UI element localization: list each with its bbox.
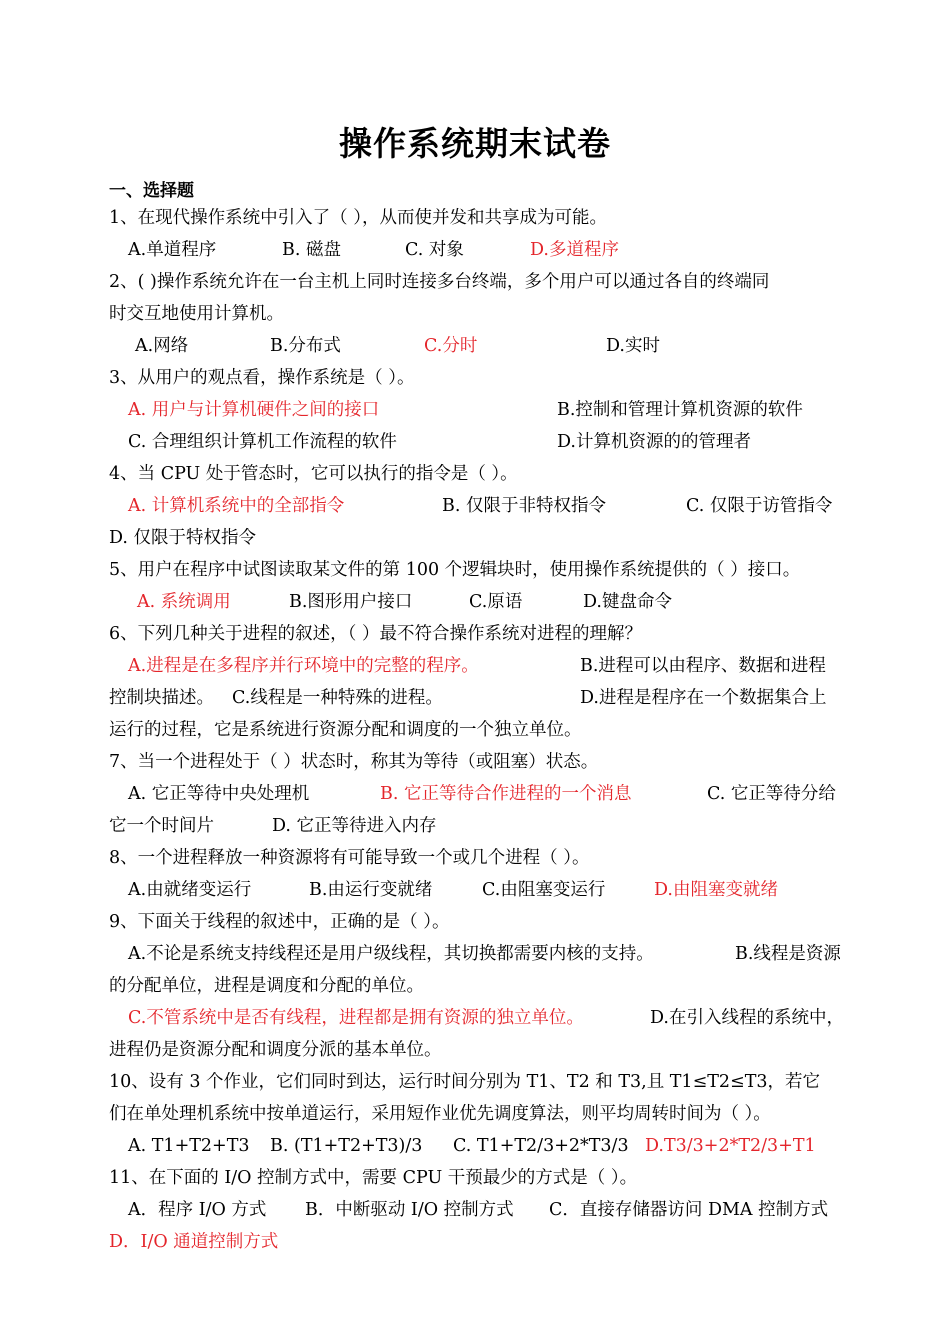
question-7-option-c: C. 它正等待分给 — [707, 784, 836, 804]
question-11-stem: 11、在下面的 I/O 控制方式中，需要 CPU 干预最少的方式是（ ）。 — [109, 1168, 638, 1188]
question-10-option-d-answer: D.T3/3+2*T2/3+T1 — [645, 1136, 816, 1156]
question-6-stem: 6、下列几种关于进程的叙述，（ ）最不符合操作系统对进程的理解？ — [109, 624, 642, 644]
section-heading: 一、选择题 — [109, 181, 194, 201]
question-10-option-b: B. (T1+T2+T3)/3 — [270, 1136, 423, 1156]
question-6-option-d-continued: 运行的过程，它是系统进行资源分配和调度的一个独立单位。 — [109, 720, 582, 740]
page-title: 操作系统期末试卷 — [339, 124, 611, 163]
question-7-stem: 7、当一个进程处于（ ）状态时，称其为等待（或阻塞）状态。 — [109, 752, 599, 772]
question-5-option-c: C.原语 — [469, 592, 523, 612]
question-11-option-b: B．中断驱动 I/O 控制方式 — [305, 1200, 514, 1220]
question-6-option-b-continued: 控制块描述。 — [109, 688, 214, 708]
question-3-option-b: B.控制和管理计算机资源的软件 — [557, 400, 803, 420]
question-8-option-a: A.由就绪变运行 — [128, 880, 252, 900]
question-1-option-c: C. 对象 — [405, 240, 464, 260]
question-2-stem-line-1: 2、( )操作系统允许在一台主机上同时连接多台终端，多个用户可以通过各自的终端同 — [109, 272, 770, 292]
question-5-stem: 5、用户在程序中试图读取某文件的第 100 个逻辑块时，使用操作系统提供的（ ）接口。 — [109, 560, 801, 580]
question-4-stem: 4、当 CPU 处于管态时，它可以执行的指令是（ ）。 — [109, 464, 518, 484]
question-4-option-b: B. 仅限于非特权指令 — [442, 496, 606, 516]
question-1-option-a: A.单道程序 — [128, 240, 217, 260]
question-6-option-a-answer: A.进程是在多程序并行环境中的完整的程序。 — [128, 656, 479, 676]
question-6-option-b: B.进程可以由程序、数据和进程 — [580, 656, 826, 676]
question-9-option-b-continued: 的分配单位，进程是调度和分配的单位。 — [109, 976, 424, 996]
question-10-stem-line-2: 们在单处理机系统中按单道运行，采用短作业优先调度算法，则平均周转时间为（ ）。 — [109, 1104, 771, 1124]
question-11-option-c: C．直接存储器访问 DMA 控制方式 — [549, 1200, 829, 1220]
question-5-option-d: D.键盘命令 — [583, 592, 672, 612]
question-4-option-a-answer: A. 计算机系统中的全部指令 — [128, 496, 345, 516]
question-2-option-b: B.分布式 — [270, 336, 341, 356]
question-5-option-a-answer: A. 系统调用 — [137, 592, 231, 612]
question-6-option-d: D.进程是程序在一个数据集合上 — [580, 688, 827, 708]
question-7-option-b-answer: B. 它正等待合作进程的一个消息 — [380, 784, 632, 804]
question-9-option-c-answer: C.不管系统中是否有线程，进程都是拥有资源的独立单位。 — [128, 1008, 584, 1028]
question-4-option-d: D. 仅限于特权指令 — [109, 528, 257, 548]
question-7-option-d: D. 它正等待进入内存 — [272, 816, 437, 836]
question-8-stem: 8、一个进程释放一种资源将有可能导致一个或几个进程（ ）。 — [109, 848, 590, 868]
question-3-option-d: D.计算机资源的的管理者 — [557, 432, 751, 452]
question-2-option-d: D.实时 — [606, 336, 660, 356]
question-10-option-c: C. T1+T2/3+2*T3/3 — [453, 1136, 629, 1156]
question-9-option-d: D.在引入线程的系统中， — [650, 1008, 844, 1028]
question-10-stem-line-1: 10、设有 3 个作业，它们同时到达，运行时间分别为 T1、T2 和 T3,且 T1≤T2≤T3，若它 — [109, 1072, 821, 1092]
question-9-option-a: A.不论是系统支持线程还是用户级线程，其切换都需要内核的支持。 — [128, 944, 654, 964]
question-2-option-c-answer: C.分时 — [424, 336, 478, 356]
question-9-stem: 9、下面关于线程的叙述中，正确的是（ ）。 — [109, 912, 450, 932]
question-5-option-b: B.图形用户接口 — [289, 592, 413, 612]
question-9-option-b: B.线程是资源 — [735, 944, 841, 964]
question-1-option-b: B. 磁盘 — [282, 240, 341, 260]
question-9-option-d-continued: 进程仍是资源分配和调度分派的基本单位。 — [109, 1040, 442, 1060]
question-1-stem: 1、在现代操作系统中引入了（ ），从而使并发和共享成为可能。 — [109, 208, 607, 228]
question-4-option-c: C. 仅限于访管指令 — [686, 496, 833, 516]
question-7-option-a: A. 它正等待中央处理机 — [128, 784, 310, 804]
question-1-option-d-answer: D.多道程序 — [530, 240, 619, 260]
question-10-option-a: A. T1+T2+T3 — [128, 1136, 250, 1156]
question-3-option-c: C. 合理组织计算机工作流程的软件 — [128, 432, 397, 452]
question-8-option-d-answer: D.由阻塞变就绪 — [654, 880, 778, 900]
question-6-option-c: C.线程是一种特殊的进程。 — [232, 688, 443, 708]
question-8-option-c: C.由阻塞变运行 — [482, 880, 606, 900]
question-11-option-d-answer: D．I/O 通道控制方式 — [109, 1232, 279, 1252]
question-2-option-a: A.网络 — [135, 336, 189, 356]
question-11-option-a: A．程序 I/O 方式 — [128, 1200, 267, 1220]
question-8-option-b: B.由运行变就绪 — [309, 880, 433, 900]
question-7-option-c-continued: 它一个时间片 — [109, 816, 214, 836]
question-2-stem-line-2: 时交互地使用计算机。 — [109, 304, 284, 324]
question-3-option-a-answer: A. 用户与计算机硬件之间的接口 — [128, 400, 380, 420]
question-3-stem: 3、从用户的观点看，操作系统是（ ）。 — [109, 368, 415, 388]
